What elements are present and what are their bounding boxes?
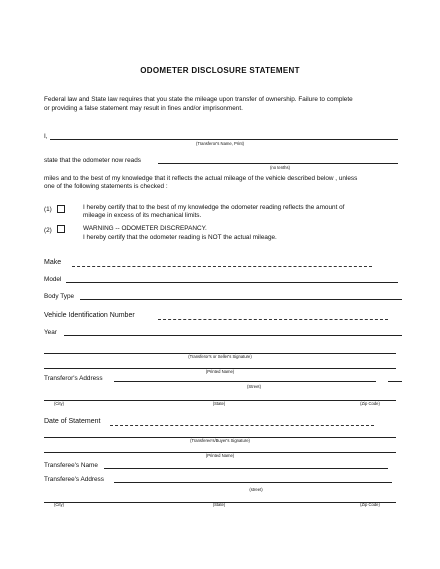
transferee-signature-caption: (Transferee's/Buyer's Signature) bbox=[190, 438, 250, 443]
transferee-name-field[interactable] bbox=[104, 468, 388, 469]
transferee-address-label: Transferee's Address bbox=[44, 476, 104, 483]
transferor-address-label: Transferor's Address bbox=[44, 375, 103, 382]
option-1-checkbox[interactable] bbox=[57, 205, 65, 213]
option-1-line-1: I hereby certify that to the best of my knowledge the odometer reading reflects the amount of bbox=[83, 204, 345, 211]
vin-field[interactable] bbox=[158, 319, 388, 320]
transferor-street-extra-field[interactable] bbox=[388, 381, 402, 382]
body-type-extra-field[interactable] bbox=[380, 299, 402, 300]
transferee-zip-caption: (Zip Code) bbox=[360, 502, 380, 507]
transferor-signature-caption: (Transferor's or Seller's Signature) bbox=[188, 354, 252, 359]
transferee-street-caption: (street) bbox=[249, 487, 263, 492]
transferee-street-field[interactable] bbox=[114, 482, 392, 483]
transferee-city-caption: (City) bbox=[53, 502, 64, 507]
date-of-statement-label: Date of Statement bbox=[44, 418, 101, 425]
no-tenths-caption: (no tenths) bbox=[269, 165, 291, 170]
transferee-printed-name-caption: (Printed Name) bbox=[205, 453, 235, 458]
transferor-city-caption: (City) bbox=[53, 401, 64, 406]
odometer-reads-label: state that the odometer now reads bbox=[44, 157, 141, 164]
model-field[interactable] bbox=[66, 282, 398, 283]
document-title: ODOMETER DISCLOSURE STATEMENT bbox=[140, 66, 300, 75]
make-label: Make bbox=[44, 259, 62, 266]
transferor-street-field[interactable] bbox=[114, 381, 376, 382]
year-field[interactable] bbox=[64, 335, 402, 336]
option-2-number: (2) bbox=[44, 227, 52, 234]
option-1-number: (1) bbox=[44, 206, 52, 213]
odometer-reading-field[interactable] bbox=[158, 163, 398, 164]
vin-label: Vehicle Identification Number bbox=[44, 312, 135, 319]
transferor-street-caption: (Street) bbox=[247, 384, 261, 389]
year-label: Year bbox=[44, 329, 57, 336]
transferor-name-field[interactable] bbox=[50, 139, 398, 140]
miles-line-1: miles and to the best of my knowledge that it reflects the actual mileage of the vehicle described below , unless bbox=[44, 175, 358, 182]
intro-line-1: Federal law and State law requires that you state the mileage upon transfer of ownership. Failure to complete bbox=[44, 96, 353, 103]
option-1-line-2: mileage in excess of its mechanical limits. bbox=[83, 212, 202, 219]
transferor-state-caption: (State) bbox=[212, 401, 226, 406]
option-2-checkbox[interactable] bbox=[57, 225, 65, 233]
transferee-state-caption: (State) bbox=[212, 502, 226, 507]
date-of-statement-field[interactable] bbox=[110, 425, 374, 426]
transferor-name-caption: (Transferor's Name, Print) bbox=[195, 141, 245, 146]
intro-line-2: or providing a false statement may result in fines and/or imprisonment. bbox=[44, 105, 243, 112]
body-type-label: Body Type bbox=[44, 293, 75, 300]
miles-line-2: one of the following statements is checked : bbox=[44, 183, 168, 190]
i-label: I, bbox=[44, 133, 48, 140]
body-type-field[interactable] bbox=[80, 299, 388, 300]
make-field[interactable] bbox=[72, 266, 372, 267]
option-2-line-1: WARNING -- ODOMETER DISCREPANCY. bbox=[83, 225, 207, 232]
transferee-name-label: Transferee's Name bbox=[44, 462, 98, 469]
transferor-printed-name-caption: (Printed Name) bbox=[205, 369, 235, 374]
model-label: Model bbox=[44, 276, 62, 283]
transferor-zip-caption: (Zip Code) bbox=[360, 401, 380, 406]
option-2-line-2: I hereby certify that the odometer reading is NOT the actual mileage. bbox=[83, 234, 277, 241]
